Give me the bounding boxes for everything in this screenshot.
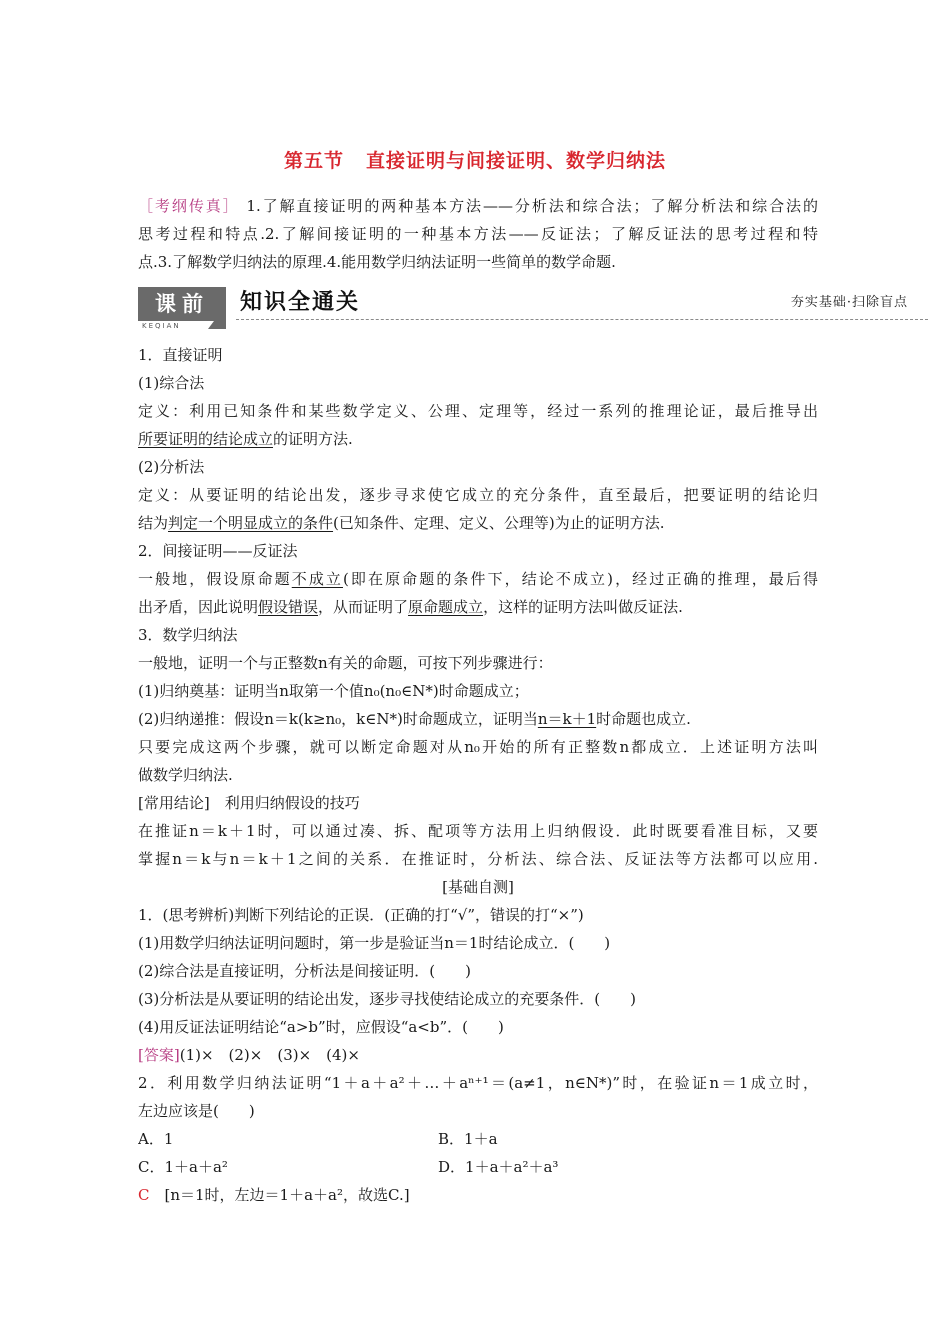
q2-answer: C [n＝1时，左边＝1＋a＋a²，故选C.]: [138, 1186, 410, 1204]
heading-indirect-proof: 2．间接证明——反证法: [138, 542, 298, 560]
common-conclusion-heading: [常用结论] 利用归纳假设的技巧: [138, 794, 360, 812]
option-b: B．1＋a: [438, 1130, 498, 1148]
option-c: C．1＋a＋a²: [138, 1158, 228, 1176]
answer-line: [答案](1)× (2)× (3)× (4)×: [138, 1046, 360, 1064]
option-a: A．1: [138, 1130, 174, 1148]
section-badge: 课前: [138, 287, 226, 321]
main-content: 1．直接证明 (1)综合法 定义：利用已知条件和某些数学定义、公理、定理等，经过一系列的推理论证，最后推导出 所要证明的结论成立的证明方法. (2)分析法 定义：从要证明的结论出发，逐步寻求使它成立的充分条件，直至最后，把要证明的结论归 结为判定一个明显成立的条件(已知条件、定理、定义、公理等)为止的证明方法. 2．间接证明——反证法 一般地，假设原命题不成立(即在原命题的条件下，结论不成立)，经过正确的推理，最后得 出矛盾，因此说明假设错误，从而证明了原命题成立，这样的证明方法叫做反证法. 3．数学归纳法 一般地，证明一个与正整数n有关的命题，可按下列步骤进行： (1)归纳奠基：证明当n取第一个值n₀(n₀∈N*)时命题成立； (2)归纳递推：假设n＝k(k≥n₀，k∈N*)时命题成立，证明当n＝k＋1时命题也成立. 只要完成这两个步骤，就可以断定命题对从n₀开始的所有正整数n都成立．上述证明方法叫 做数学归纳法. [常用结论] 利用归纳假设的技巧 在推证n＝k＋1时，可以通过凑、拆、配项等方法用上归纳假设．此时既要看准目标，又要 掌握n＝k与n＝k＋1之间的关系．在推证时，分析法、综合法、反证法等方法都可以应用. [基础自测] 1．(思考辨析)判断下列结论的正误．(正确的打“√”，错误的打“×”) (1)用数学归纳法证明问题时，第一步是验证当n＝1时结论成立．( ) (2)综合法是直接证明，分析法是间接证明．( ) (3)分析法是从要证明的结论出发，逐步寻找使结论成立的充要条件．( ) (4)用反证法证明结论“a>b”时，应假设“a<b”．( ) [答案](1)× (2)× (3)× (4)× 2．利用数学归纳法证明“1＋a＋a²＋…＋aⁿ⁺¹＝(a≠1，n∈N*)”时，在验证n＝1成立时， 左边应该是( ) A．1 B．1＋a C．1＋a＋a² D．1＋a＋a²＋a³ C [n＝1时，左边＝1＋a＋a²，故选C.]: [138, 341, 818, 1209]
section-banner: 课前 KEQIAN 知识全通关 夯实基础·扫除盲点: [138, 287, 928, 331]
options-row-1: [138, 1125, 818, 1153]
section-slogan: 夯实基础·扫除盲点: [790, 295, 908, 310]
page-title: 第五节 直接证明与间接证明、数学归纳法: [283, 150, 667, 172]
exam-outline: ［考纲传真］ 1.了解直接证明的两种基本方法——分析法和综合法；了解分析法和综合法的 思考过程和特点.2.了解间接证明的一种基本方法——反证法；了解反证法的思考过程和特 点.3.了解数学归纳法的原理.4.能用数学归纳法证明一些简单的数学命题.: [138, 197, 818, 271]
heading-direct-proof: 1．直接证明: [138, 346, 223, 364]
section-title: 知识全通关: [240, 290, 361, 315]
self-test-heading: [基础自测]: [442, 878, 514, 896]
exam-outline-tag: ［考纲传真］: [138, 197, 240, 215]
options-row-2: [138, 1153, 818, 1181]
heading-induction: 3．数学归纳法: [138, 626, 238, 644]
option-d: D．1＋a＋a²＋a³: [438, 1158, 559, 1176]
